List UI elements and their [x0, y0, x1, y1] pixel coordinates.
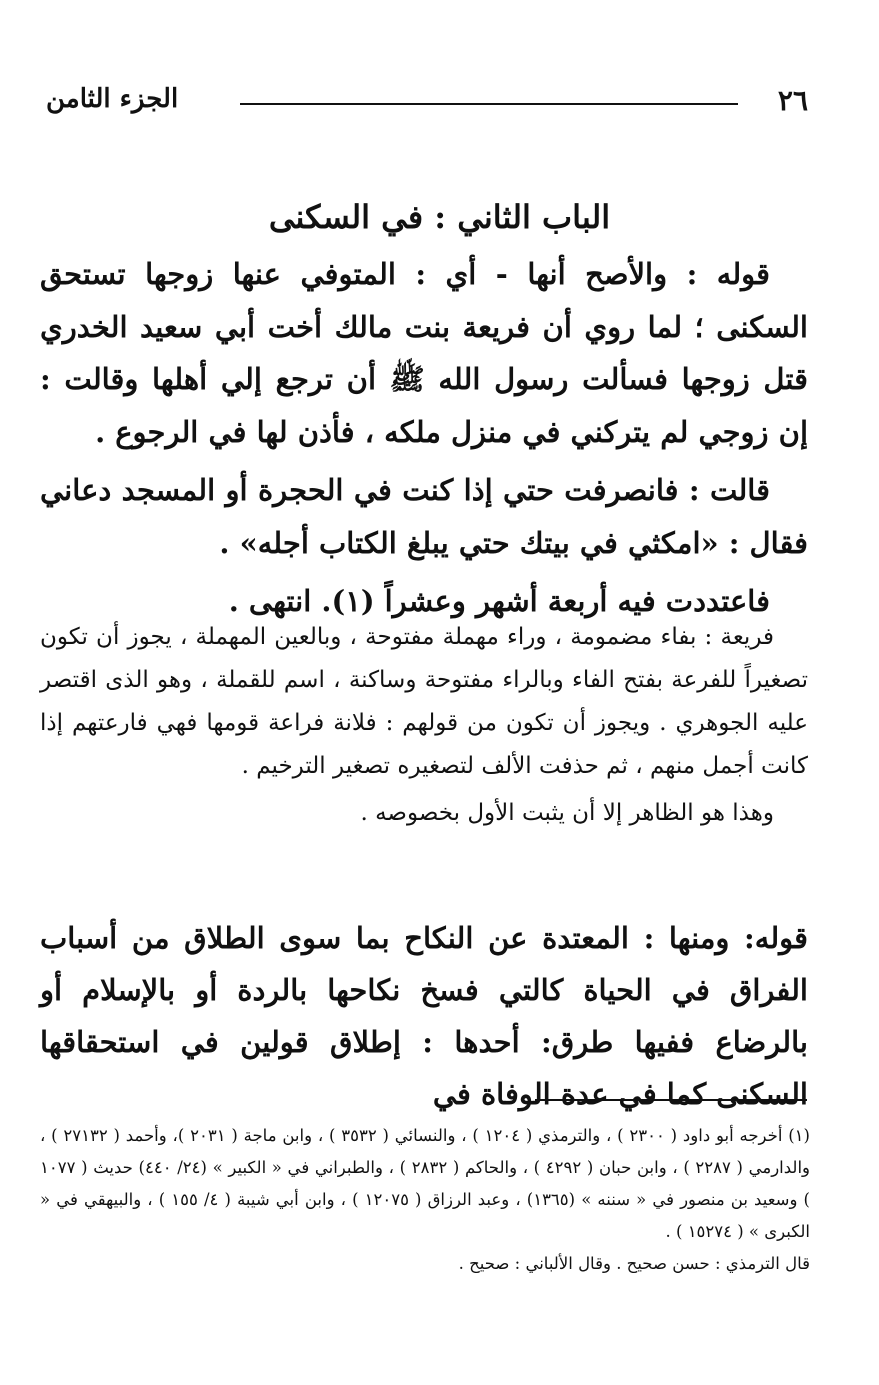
main-text — [40, 248, 808, 628]
header-rule — [240, 103, 738, 105]
chapter-title: الباب الثاني : في السكنى — [268, 198, 611, 236]
main-paragraph: قوله : والأصح أنها - أي : المتوفي عنها زوجها تستحق السكنى ؛ لما روي أن فريعة بنت مالك أخت أبي سعيد الخدري قتل زوجها فسألت رسول الله ﷺ أن ترجع إلي أهلها وقالت : إن زوجي لم يتركني في منزل ملكه ، فأذن لها في الرجوع . — [40, 257, 808, 449]
main-paragraph: فاعتددت فيه أربعة أشهر وعشراً (١). انتهى . — [228, 584, 770, 618]
main-paragraph: قوله: ومنها : المعتدة عن النكاح بما سوى الطلاق من أسباب الفراق في الحياة كالتي فسخ نكاحها بالردة أو بالإسلام أو بالرضاع ففيها طرق: أحدها : إطلاق قولين في استحقاقها السكنى كما في عدة الوفاة في — [40, 921, 808, 1111]
footnote: قال الترمذي : حسن صحيح . وقال الألباني : صحيح . — [458, 1254, 810, 1273]
footnote-separator — [535, 1099, 807, 1101]
main-text-continued — [40, 912, 808, 1120]
running-title: الجزء الثامن — [46, 84, 179, 114]
footnotes — [40, 1120, 810, 1280]
commentary-paragraph: فريعة : بفاء مضمومة ، وراء مهملة مفتوحة ، وبالعين المهملة ، يجوز أن تكون تصغيراً للفرعة بفتح الفاء وبالراء مفتوحة وساكنة ، اسم للقملة ، وهو الذى اقتصر عليه الجوهري . ويجوز أن تكون من قولهم : فلانة فراعة قومها فهي فارعتهم إذا كانت أجمل منهم ، ثم حذفت الألف لتصغيره تصغير الترخيم . — [40, 624, 808, 779]
footnote: (١) أخرجه أبو داود ( ٢٣٠٠ ) ، والترمذي ( ١٢٠٤ ) ، والنسائي ( ٣٥٣٢ ) ، وابن ماجة ( ٢٠٣١ )، وأحمد ( ٢٧١٣٢ ) ، والدارمي ( ٢٢٨٧ ) ، وابن حبان ( ٤٢٩٢ ) ، والحاكم ( ٢٨٣٢ ) ، والطبراني في « الكبير » (٢٤/ ٤٤٠) حديث ( ١٠٧٧ ) وسعيد بن منصور في « سننه » (١٣٦٥) ، وعبد الرزاق ( ١٢٠٧٥ ) ، وابن أبي شيبة ( ٤/ ١٥٥ ) ، والبيهقي في « الكبرى » ( ١٥٢٧٤ ) . — [40, 1126, 811, 1241]
page-number: ٢٦ — [777, 84, 808, 117]
page-header — [40, 80, 808, 126]
commentary-text — [40, 616, 808, 835]
main-paragraph: قالت : فانصرفت حتي إذا كنت في الحجرة أو المسجد دعاني فقال : «امكثي في بيتك حتي يبلغ الكتاب أجله» . — [40, 473, 808, 560]
commentary-paragraph: وهذا هو الظاهر إلا أن يثبت الأول بخصوصه . — [360, 800, 774, 826]
